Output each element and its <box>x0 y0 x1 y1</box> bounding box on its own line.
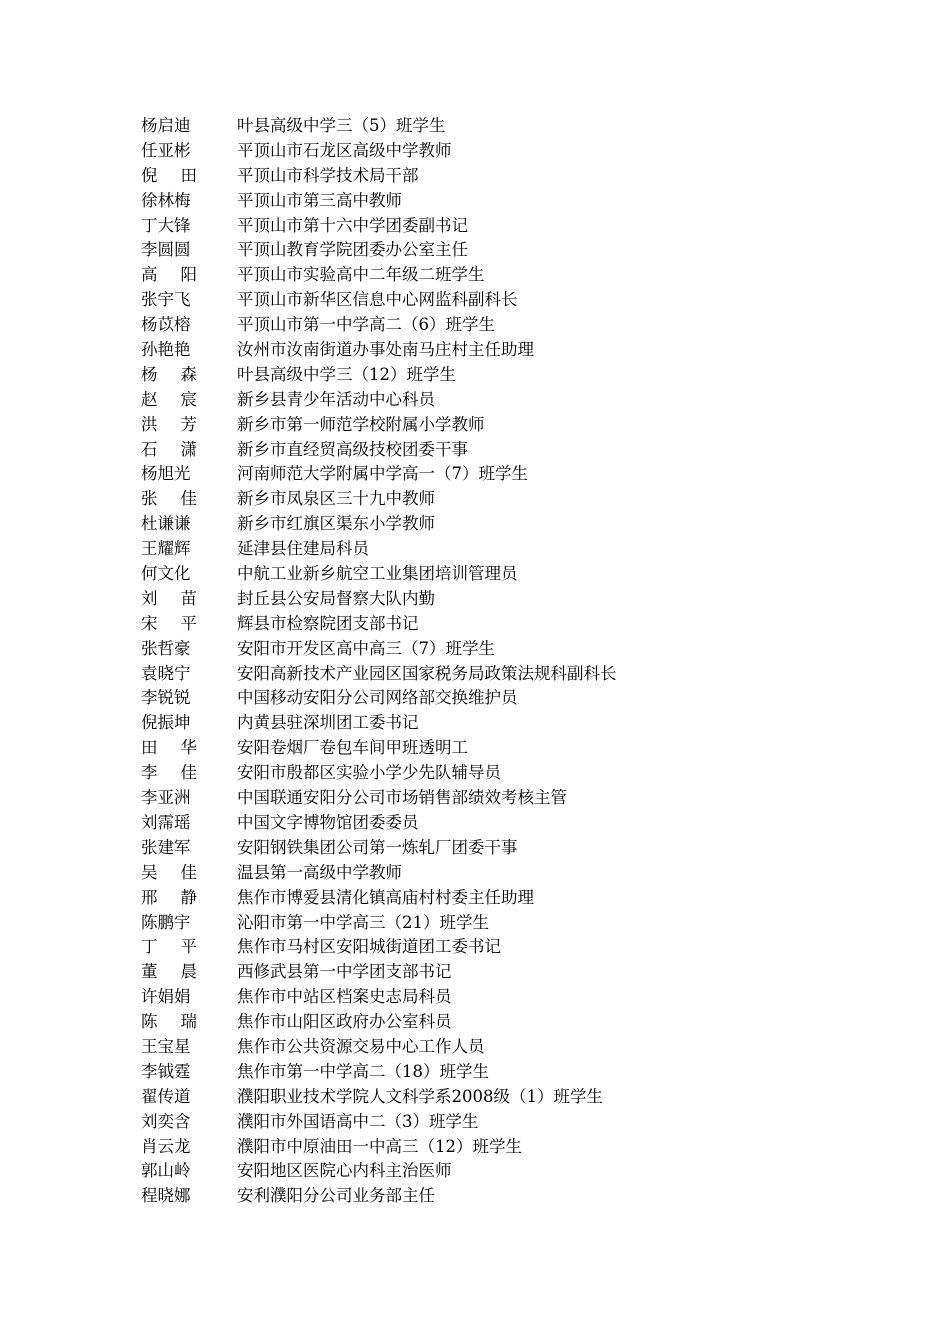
person-name-text <box>141 686 191 711</box>
person-name-text <box>141 114 191 139</box>
person-affiliation: 平顶山市第三高中教师 <box>237 190 402 210</box>
person-affiliation: 西修武县第一中学团支部书记 <box>237 962 452 982</box>
person-affiliation: 中国移动安阳分公司网络部交换维护员 <box>237 688 518 708</box>
person-affiliation: 焦作市博爱县清化镇高庙村村委主任助理 <box>237 887 534 907</box>
list-item <box>141 462 617 487</box>
person-name <box>141 263 237 288</box>
list-item <box>141 861 617 886</box>
person-name-text <box>141 811 191 836</box>
person-name-part: 平 <box>180 613 197 633</box>
list-item <box>141 811 617 836</box>
person-name-text <box>141 637 191 662</box>
person-name <box>141 562 237 587</box>
list-item <box>141 512 617 537</box>
person-name-text <box>141 288 191 313</box>
list-item <box>141 164 617 189</box>
person-name-part: 赵 <box>141 389 158 409</box>
person-affiliation: 中国文字博物馆团委委员 <box>237 812 419 832</box>
person-name-text <box>141 139 191 164</box>
list-item <box>141 612 617 637</box>
person-name-text <box>141 363 197 388</box>
person-name-text <box>141 1159 191 1184</box>
person-name-text <box>141 413 197 438</box>
person-affiliation: 延津县住建局科员 <box>237 539 369 559</box>
person-name-text <box>141 786 191 811</box>
person-name-text <box>141 1010 197 1035</box>
person-name-part: 宸 <box>180 389 197 409</box>
person-name-part: 倪 <box>141 165 158 185</box>
person-name <box>141 711 237 736</box>
person-name-text <box>141 263 197 288</box>
person-name <box>141 587 237 612</box>
person-affiliation: 封丘县公安局督察大队内勤 <box>237 588 435 608</box>
person-name <box>141 836 237 861</box>
person-name-part: 静 <box>180 887 197 907</box>
person-name-part: 张哲豪 <box>141 638 191 658</box>
list-item <box>141 1035 617 1060</box>
person-affiliation: 焦作市中站区档案史志局科员 <box>237 987 452 1007</box>
person-name <box>141 761 237 786</box>
person-name-part: 宋 <box>141 613 158 633</box>
person-name-text <box>141 164 197 189</box>
person-name <box>141 114 237 139</box>
person-name-text <box>141 1184 191 1209</box>
person-affiliation: 新乡市直经贸高级技校团委干事 <box>237 439 468 459</box>
person-affiliation: 辉县市检察院团支部书记 <box>237 613 419 633</box>
person-affiliation: 安阳钢铁集团公司第一炼轧厂团委干事 <box>237 837 518 857</box>
person-name-part: 何文化 <box>141 564 191 584</box>
person-affiliation: 濮阳市外国语高中二（3）班学生 <box>237 1111 479 1131</box>
list-item <box>141 487 617 512</box>
person-name <box>141 487 237 512</box>
person-name-part: 潇 <box>180 439 197 459</box>
person-name-part: 刘奕含 <box>141 1111 191 1131</box>
person-name-text <box>141 1085 191 1110</box>
person-name <box>141 985 237 1010</box>
list-item <box>141 637 617 662</box>
person-name-text <box>141 512 191 537</box>
person-name-part: 平 <box>180 937 197 957</box>
person-name-part: 刘霈瑶 <box>141 812 191 832</box>
person-name-part: 苗 <box>180 588 197 608</box>
person-name <box>141 811 237 836</box>
person-affiliation: 沁阳市第一中学高三（21）班学生 <box>237 912 489 932</box>
person-affiliation: 安阳高新技术产业园区国家税务局政策法规科副科长 <box>237 663 617 683</box>
person-name-text <box>141 761 197 786</box>
list-item <box>141 711 617 736</box>
person-name-text <box>141 214 191 239</box>
person-affiliation: 中航工业新乡航空工业集团培训管理员 <box>237 564 518 584</box>
list-item <box>141 288 617 313</box>
person-affiliation: 安阳地区医院心内科主治医师 <box>237 1161 452 1181</box>
person-name-part: 杨启迪 <box>141 116 191 135</box>
list-item <box>141 1159 617 1184</box>
person-name-part: 任亚彬 <box>141 140 191 160</box>
person-name-part: 袁晓宁 <box>141 663 191 683</box>
person-name-part: 李圆圆 <box>141 240 191 260</box>
list-item <box>141 960 617 985</box>
list-item <box>141 562 617 587</box>
person-name <box>141 338 237 363</box>
person-affiliation: 安阳市开发区高中高三（7）班学生 <box>237 638 495 658</box>
person-affiliation: 中国联通安阳分公司市场销售部绩效考核主管 <box>237 788 567 808</box>
list-item <box>141 935 617 960</box>
person-name <box>141 1110 237 1135</box>
person-name-part: 孙艳艳 <box>141 340 191 360</box>
list-item <box>141 189 617 214</box>
person-name <box>141 164 237 189</box>
person-name-part: 杨 <box>141 364 158 384</box>
person-name-part: 田 <box>141 738 158 758</box>
list-item <box>141 786 617 811</box>
list-item <box>141 686 617 711</box>
person-name-text <box>141 487 197 512</box>
person-name-text <box>141 911 191 936</box>
person-name-part: 吴 <box>141 862 158 882</box>
list-item <box>141 985 617 1010</box>
list-item <box>141 537 617 562</box>
person-name <box>141 139 237 164</box>
person-name-part: 李 <box>141 763 158 783</box>
person-name <box>141 388 237 413</box>
person-name-part: 丁 <box>141 937 158 957</box>
person-name-part: 瑞 <box>180 1012 197 1032</box>
person-name-text <box>141 861 197 886</box>
person-affiliation: 河南师范大学附属中学高一（7）班学生 <box>237 464 528 484</box>
person-name-text <box>141 587 197 612</box>
person-name-part: 陈 <box>141 1012 158 1032</box>
person-name-text <box>141 836 191 861</box>
person-affiliation: 焦作市山阳区政府办公室科员 <box>237 1012 452 1032</box>
person-name-part: 田 <box>180 165 197 185</box>
person-name <box>141 288 237 313</box>
person-name-text <box>141 189 191 214</box>
person-name <box>141 512 237 537</box>
person-name-part: 翟传道 <box>141 1086 191 1106</box>
person-name-text <box>141 612 197 637</box>
person-name-text <box>141 313 191 338</box>
person-name <box>141 1159 237 1184</box>
person-affiliation: 焦作市马村区安阳城街道团工委书记 <box>237 937 501 957</box>
person-name-part: 李亚洲 <box>141 788 191 808</box>
person-name <box>141 1060 237 1085</box>
person-name <box>141 413 237 438</box>
person-name-part: 杨旭光 <box>141 464 191 484</box>
list-item <box>141 438 617 463</box>
person-name-text <box>141 886 197 911</box>
list-item <box>141 363 617 388</box>
person-name-text <box>141 338 191 363</box>
person-affiliation: 焦作市公共资源交易中心工作人员 <box>237 1036 485 1056</box>
person-affiliation: 安阳市殷都区实验小学少先队辅导员 <box>237 763 501 783</box>
list-item <box>141 736 617 761</box>
person-name-part: 许娟娟 <box>141 987 191 1007</box>
person-name-part: 丁大锋 <box>141 215 191 235</box>
list-item <box>141 313 617 338</box>
person-name <box>141 1184 237 1209</box>
list-item <box>141 886 617 911</box>
person-name-text <box>141 711 191 736</box>
person-name-text <box>141 985 191 1010</box>
person-name <box>141 313 237 338</box>
person-name <box>141 861 237 886</box>
person-affiliation: 濮阳职业技术学院人文科学系2008级（1）班学生 <box>237 1086 603 1106</box>
person-name <box>141 1010 237 1035</box>
person-affiliation: 叶县高级中学三（12）班学生 <box>237 364 456 384</box>
person-name <box>141 960 237 985</box>
list-item <box>141 114 617 139</box>
list-item <box>141 263 617 288</box>
person-affiliation: 平顶山市石龙区高级中学教师 <box>237 140 452 160</box>
person-name-text <box>141 562 191 587</box>
person-name <box>141 363 237 388</box>
list-item <box>141 1060 617 1085</box>
person-affiliation: 叶县高级中学三（5）班学生 <box>237 116 446 135</box>
person-name-part: 佳 <box>180 489 197 509</box>
person-name <box>141 736 237 761</box>
person-name-text <box>141 935 197 960</box>
person-name-part: 佳 <box>180 763 197 783</box>
person-affiliation: 平顶山市实验高中二年级二班学生 <box>237 265 485 285</box>
person-name <box>141 637 237 662</box>
person-name-text <box>141 537 191 562</box>
person-name-text <box>141 1060 191 1085</box>
person-name-part: 佳 <box>180 862 197 882</box>
person-name <box>141 438 237 463</box>
person-name-part: 杨苡榕 <box>141 315 191 335</box>
person-name <box>141 662 237 687</box>
list-item <box>141 761 617 786</box>
list-item <box>141 388 617 413</box>
list-item <box>141 911 617 936</box>
person-affiliation: 濮阳市中原油田一中高三（12）班学生 <box>237 1136 522 1156</box>
person-name-part: 芳 <box>180 414 197 434</box>
list-item <box>141 238 617 263</box>
person-affiliation: 焦作市第一中学高二（18）班学生 <box>237 1061 489 1081</box>
person-name-text <box>141 736 197 761</box>
person-name <box>141 214 237 239</box>
person-name-text <box>141 388 197 413</box>
person-affiliation: 汝州市汝南街道办事处南马庄村主任助理 <box>237 340 534 360</box>
person-name-part: 杜谦谦 <box>141 514 191 534</box>
person-name <box>141 1135 237 1160</box>
person-affiliation: 新乡市红旗区渠东小学教师 <box>237 514 435 534</box>
list-item <box>141 587 617 612</box>
list-item <box>141 214 617 239</box>
person-name-part: 董 <box>141 962 158 982</box>
person-name-text <box>141 438 197 463</box>
person-name <box>141 686 237 711</box>
person-name-part: 倪振坤 <box>141 713 191 733</box>
person-affiliation: 平顶山市新华区信息中心网监科副科长 <box>237 290 518 310</box>
person-affiliation: 平顶山市科学技术局干部 <box>237 165 419 185</box>
person-name-part: 张建军 <box>141 837 191 857</box>
list-item <box>141 413 617 438</box>
person-name <box>141 1085 237 1110</box>
list-item <box>141 1184 617 1209</box>
person-name-part: 肖云龙 <box>141 1136 191 1156</box>
person-name-part: 石 <box>141 439 158 459</box>
person-name <box>141 1035 237 1060</box>
list-item <box>141 139 617 164</box>
person-name <box>141 537 237 562</box>
person-name-part: 森 <box>180 364 197 384</box>
person-name-part: 张 <box>141 489 158 509</box>
person-affiliation: 安阳卷烟厂卷包车间甲班透明工 <box>237 738 468 758</box>
person-name-part: 邢 <box>141 887 158 907</box>
person-name-part: 阳 <box>180 265 197 285</box>
list-item <box>141 1135 617 1160</box>
person-name-part: 李锐锐 <box>141 688 191 708</box>
person-name-part: 徐林梅 <box>141 190 191 210</box>
person-affiliation: 平顶山教育学院团委办公室主任 <box>237 240 468 260</box>
person-affiliation: 平顶山市第十六中学团委副书记 <box>237 215 468 235</box>
person-name <box>141 238 237 263</box>
person-name-part: 王耀辉 <box>141 539 191 559</box>
person-name <box>141 935 237 960</box>
person-affiliation: 新乡市凤泉区三十九中教师 <box>237 489 435 509</box>
person-affiliation: 平顶山市第一中学高二（6）班学生 <box>237 315 495 335</box>
person-name-part: 李钺霆 <box>141 1061 191 1081</box>
person-affiliation: 内黄县驻深圳团工委书记 <box>237 713 419 733</box>
name-list <box>141 114 617 1209</box>
list-item <box>141 1110 617 1135</box>
person-name-part: 刘 <box>141 588 158 608</box>
person-affiliation: 温县第一高级中学教师 <box>237 862 402 882</box>
person-name-part: 华 <box>180 738 197 758</box>
person-name-part: 洪 <box>141 414 158 434</box>
person-name <box>141 886 237 911</box>
person-name-part: 王宝星 <box>141 1036 191 1056</box>
person-name-text <box>141 960 197 985</box>
person-name-text <box>141 662 191 687</box>
person-name-part: 晨 <box>180 962 197 982</box>
list-item <box>141 662 617 687</box>
person-name-text <box>141 1110 191 1135</box>
person-name <box>141 189 237 214</box>
person-name <box>141 612 237 637</box>
list-item <box>141 1010 617 1035</box>
list-item <box>141 1085 617 1110</box>
person-affiliation: 新乡市第一师范学校附属小学教师 <box>237 414 485 434</box>
person-name-part: 高 <box>141 265 158 285</box>
person-name-part: 郭山岭 <box>141 1161 191 1181</box>
person-affiliation: 新乡县青少年活动中心科员 <box>237 389 435 409</box>
person-name <box>141 911 237 936</box>
person-affiliation: 安利濮阳分公司业务部主任 <box>237 1186 435 1206</box>
person-name <box>141 462 237 487</box>
person-name-part: 张宇飞 <box>141 290 191 310</box>
person-name-part: 陈鹏宇 <box>141 912 191 932</box>
list-item <box>141 836 617 861</box>
person-name <box>141 786 237 811</box>
person-name-part: 程晓娜 <box>141 1186 191 1206</box>
list-item <box>141 338 617 363</box>
person-name-text <box>141 1035 191 1060</box>
person-name-text <box>141 238 191 263</box>
person-name-text <box>141 462 191 487</box>
person-name-text <box>141 1135 191 1160</box>
